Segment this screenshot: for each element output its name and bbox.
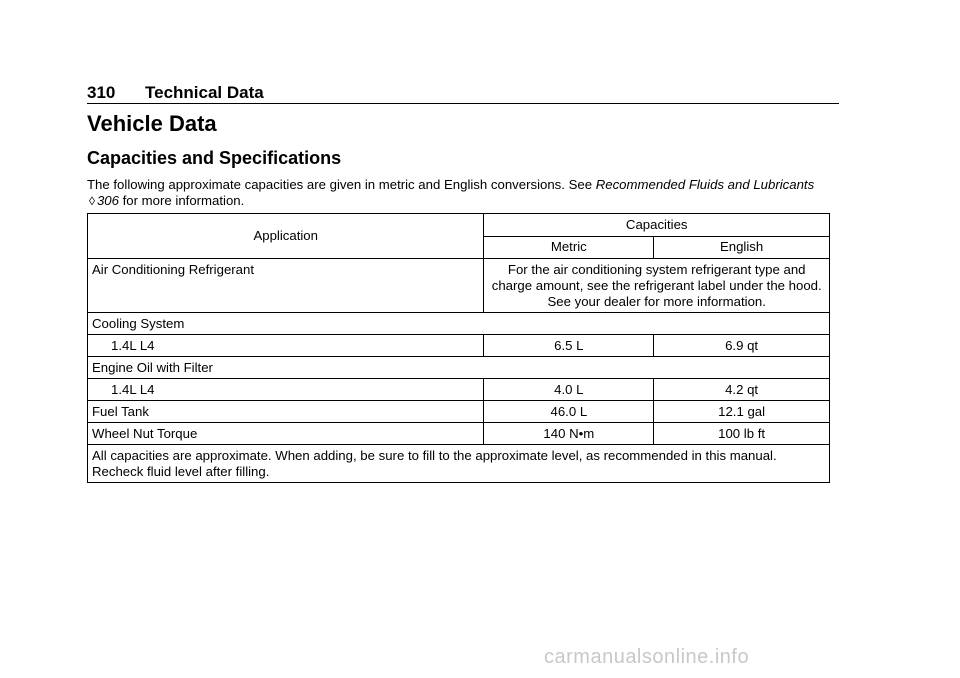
intro-text-end: for more information.	[122, 193, 245, 208]
table-header-row	[88, 214, 830, 237]
header-application: Application	[88, 214, 484, 259]
metric-value: 46.0 L	[484, 401, 654, 423]
table-row	[88, 379, 830, 401]
row-label: Fuel Tank	[88, 401, 484, 423]
section-title: Technical Data	[145, 83, 264, 102]
table-row	[88, 423, 830, 445]
footnote: All capacities are approximate. When adding, be sure to fill to the approximate level, as recommended in this manual. Recheck fluid level after filling.	[88, 445, 830, 483]
english-value: 4.2 qt	[654, 379, 830, 401]
table-row	[88, 335, 830, 357]
ac-note: For the air conditioning system refrigerant type and charge amount, see the refrigerant label under the hood. See your dealer for more information.	[484, 259, 830, 313]
metric-value: 4.0 L	[484, 379, 654, 401]
header-capacities: Capacities	[484, 214, 830, 237]
english-value: 6.9 qt	[654, 335, 830, 357]
row-label: Engine Oil with Filter	[88, 357, 830, 379]
table-footnote-row	[88, 445, 830, 483]
section-heading: Capacities and Specifications	[87, 148, 342, 168]
table-row	[88, 401, 830, 423]
intro-paragraph	[87, 177, 847, 209]
row-label: Cooling System	[88, 313, 830, 335]
page-title: Vehicle Data	[87, 111, 217, 136]
metric-value: 6.5 L	[484, 335, 654, 357]
english-value: 100 lb ft	[654, 423, 830, 445]
page-number: 310	[87, 83, 116, 102]
capacities-table	[87, 213, 830, 483]
table-row	[88, 313, 830, 335]
header-english: English	[654, 236, 830, 259]
metric-value: 140 N•m	[484, 423, 654, 445]
table-row	[88, 259, 830, 313]
page-ref-arrow-icon: ◊	[89, 194, 95, 208]
table-row	[88, 357, 830, 379]
watermark: carmanualsonline.info	[544, 646, 750, 668]
page-header	[87, 83, 839, 105]
english-value: 12.1 gal	[654, 401, 830, 423]
header-rule	[87, 103, 839, 104]
fluids-link[interactable]: Recommended Fluids and Lubricants	[595, 177, 815, 192]
intro-text: The following approximate capacities are given in metric and English conversions. See	[87, 177, 593, 192]
row-label: Air Conditioning Refrigerant	[88, 259, 484, 313]
page-ref[interactable]: 306	[96, 193, 119, 208]
row-label: 1.4L L4	[88, 379, 484, 401]
header-metric: Metric	[484, 236, 654, 259]
row-label: Wheel Nut Torque	[88, 423, 484, 445]
row-label: 1.4L L4	[88, 335, 484, 357]
